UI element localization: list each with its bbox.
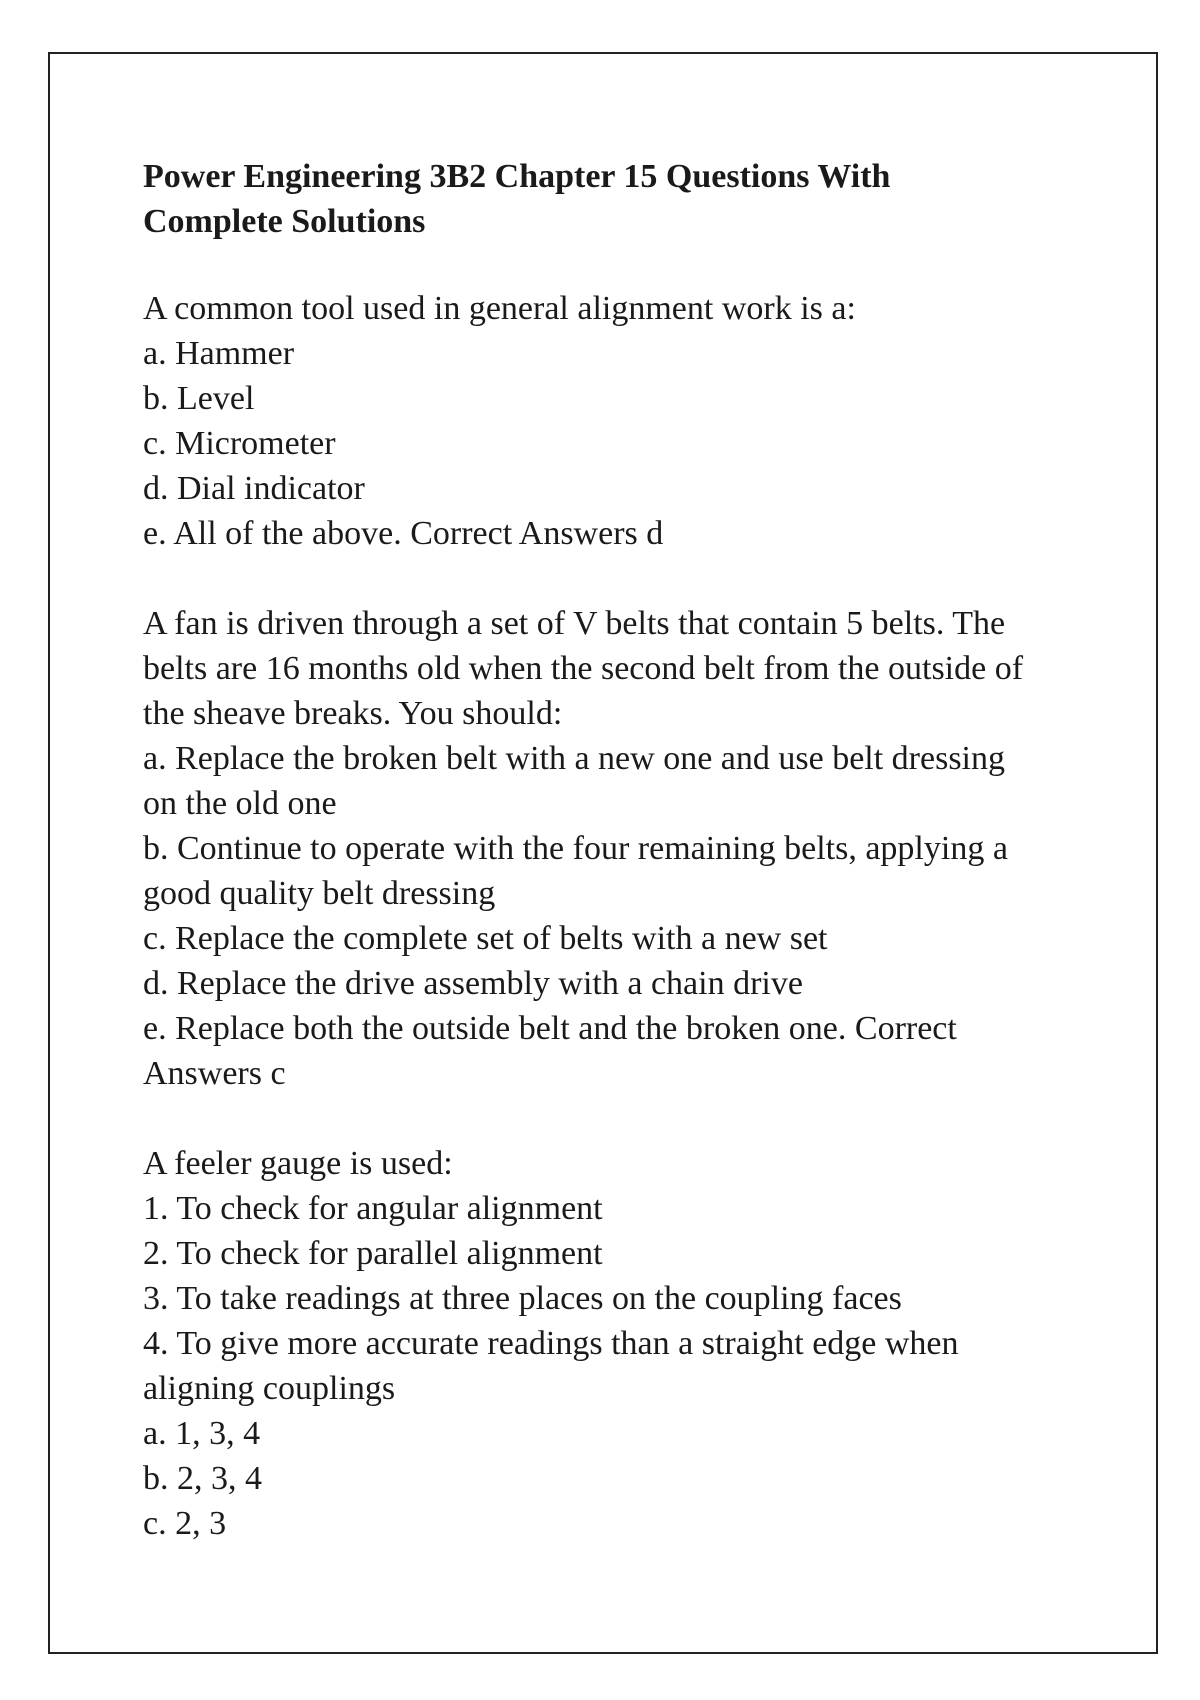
question-2-line: A fan is driven through a set of V belts that contain 5 belts. The (143, 605, 1006, 642)
question-3-line: 4. To give more accurate readings than a straight edge when (143, 1325, 959, 1362)
question-2-line: Answers c (143, 1055, 286, 1092)
question-1-line: b. Level (143, 380, 255, 417)
question-1 (143, 286, 1083, 556)
question-1-line: d. Dial indicator (143, 470, 365, 507)
question-3-line: 2. To check for parallel alignment (143, 1235, 603, 1272)
question-2-line: c. Replace the complete set of belts with a new set (143, 920, 828, 957)
document-title: Power Engineering 3B2 Chapter 15 Questions With Complete Solutions (143, 158, 891, 240)
question-1-line: A common tool used in general alignment work is a: (143, 290, 856, 327)
question-1-line: c. Micrometer (143, 425, 336, 462)
question-3-line: 1. To check for angular alignment (143, 1190, 603, 1227)
question-3-line: a. 1, 3, 4 (143, 1415, 261, 1452)
question-2-line: d. Replace the drive assembly with a chain drive (143, 965, 803, 1002)
question-3-line: b. 2, 3, 4 (143, 1460, 262, 1497)
question-2-line: good quality belt dressing (143, 875, 496, 912)
question-2 (143, 601, 1083, 1096)
question-3-line: aligning couplings (143, 1370, 396, 1407)
question-3-line: A feeler gauge is used: (143, 1145, 453, 1182)
question-1-line: a. Hammer (143, 335, 295, 372)
question-2-line: e. Replace both the outside belt and the broken one. Correct (143, 1010, 957, 1047)
question-3-line: 3. To take readings at three places on the coupling faces (143, 1280, 902, 1317)
question-2-line: on the old one (143, 785, 337, 822)
question-2-line: belts are 16 months old when the second belt from the outside of (143, 650, 1024, 687)
question-2-line: a. Replace the broken belt with a new one and use belt dressing (143, 740, 1006, 777)
question-2-line: b. Continue to operate with the four remaining belts, applying a (143, 830, 1008, 867)
document-content (143, 154, 1083, 1591)
question-3 (143, 1141, 1083, 1546)
question-3-line: c. 2, 3 (143, 1505, 227, 1542)
question-1-line: e. All of the above. Correct Answers d (143, 515, 664, 552)
question-2-line: the sheave breaks. You should: (143, 695, 563, 732)
